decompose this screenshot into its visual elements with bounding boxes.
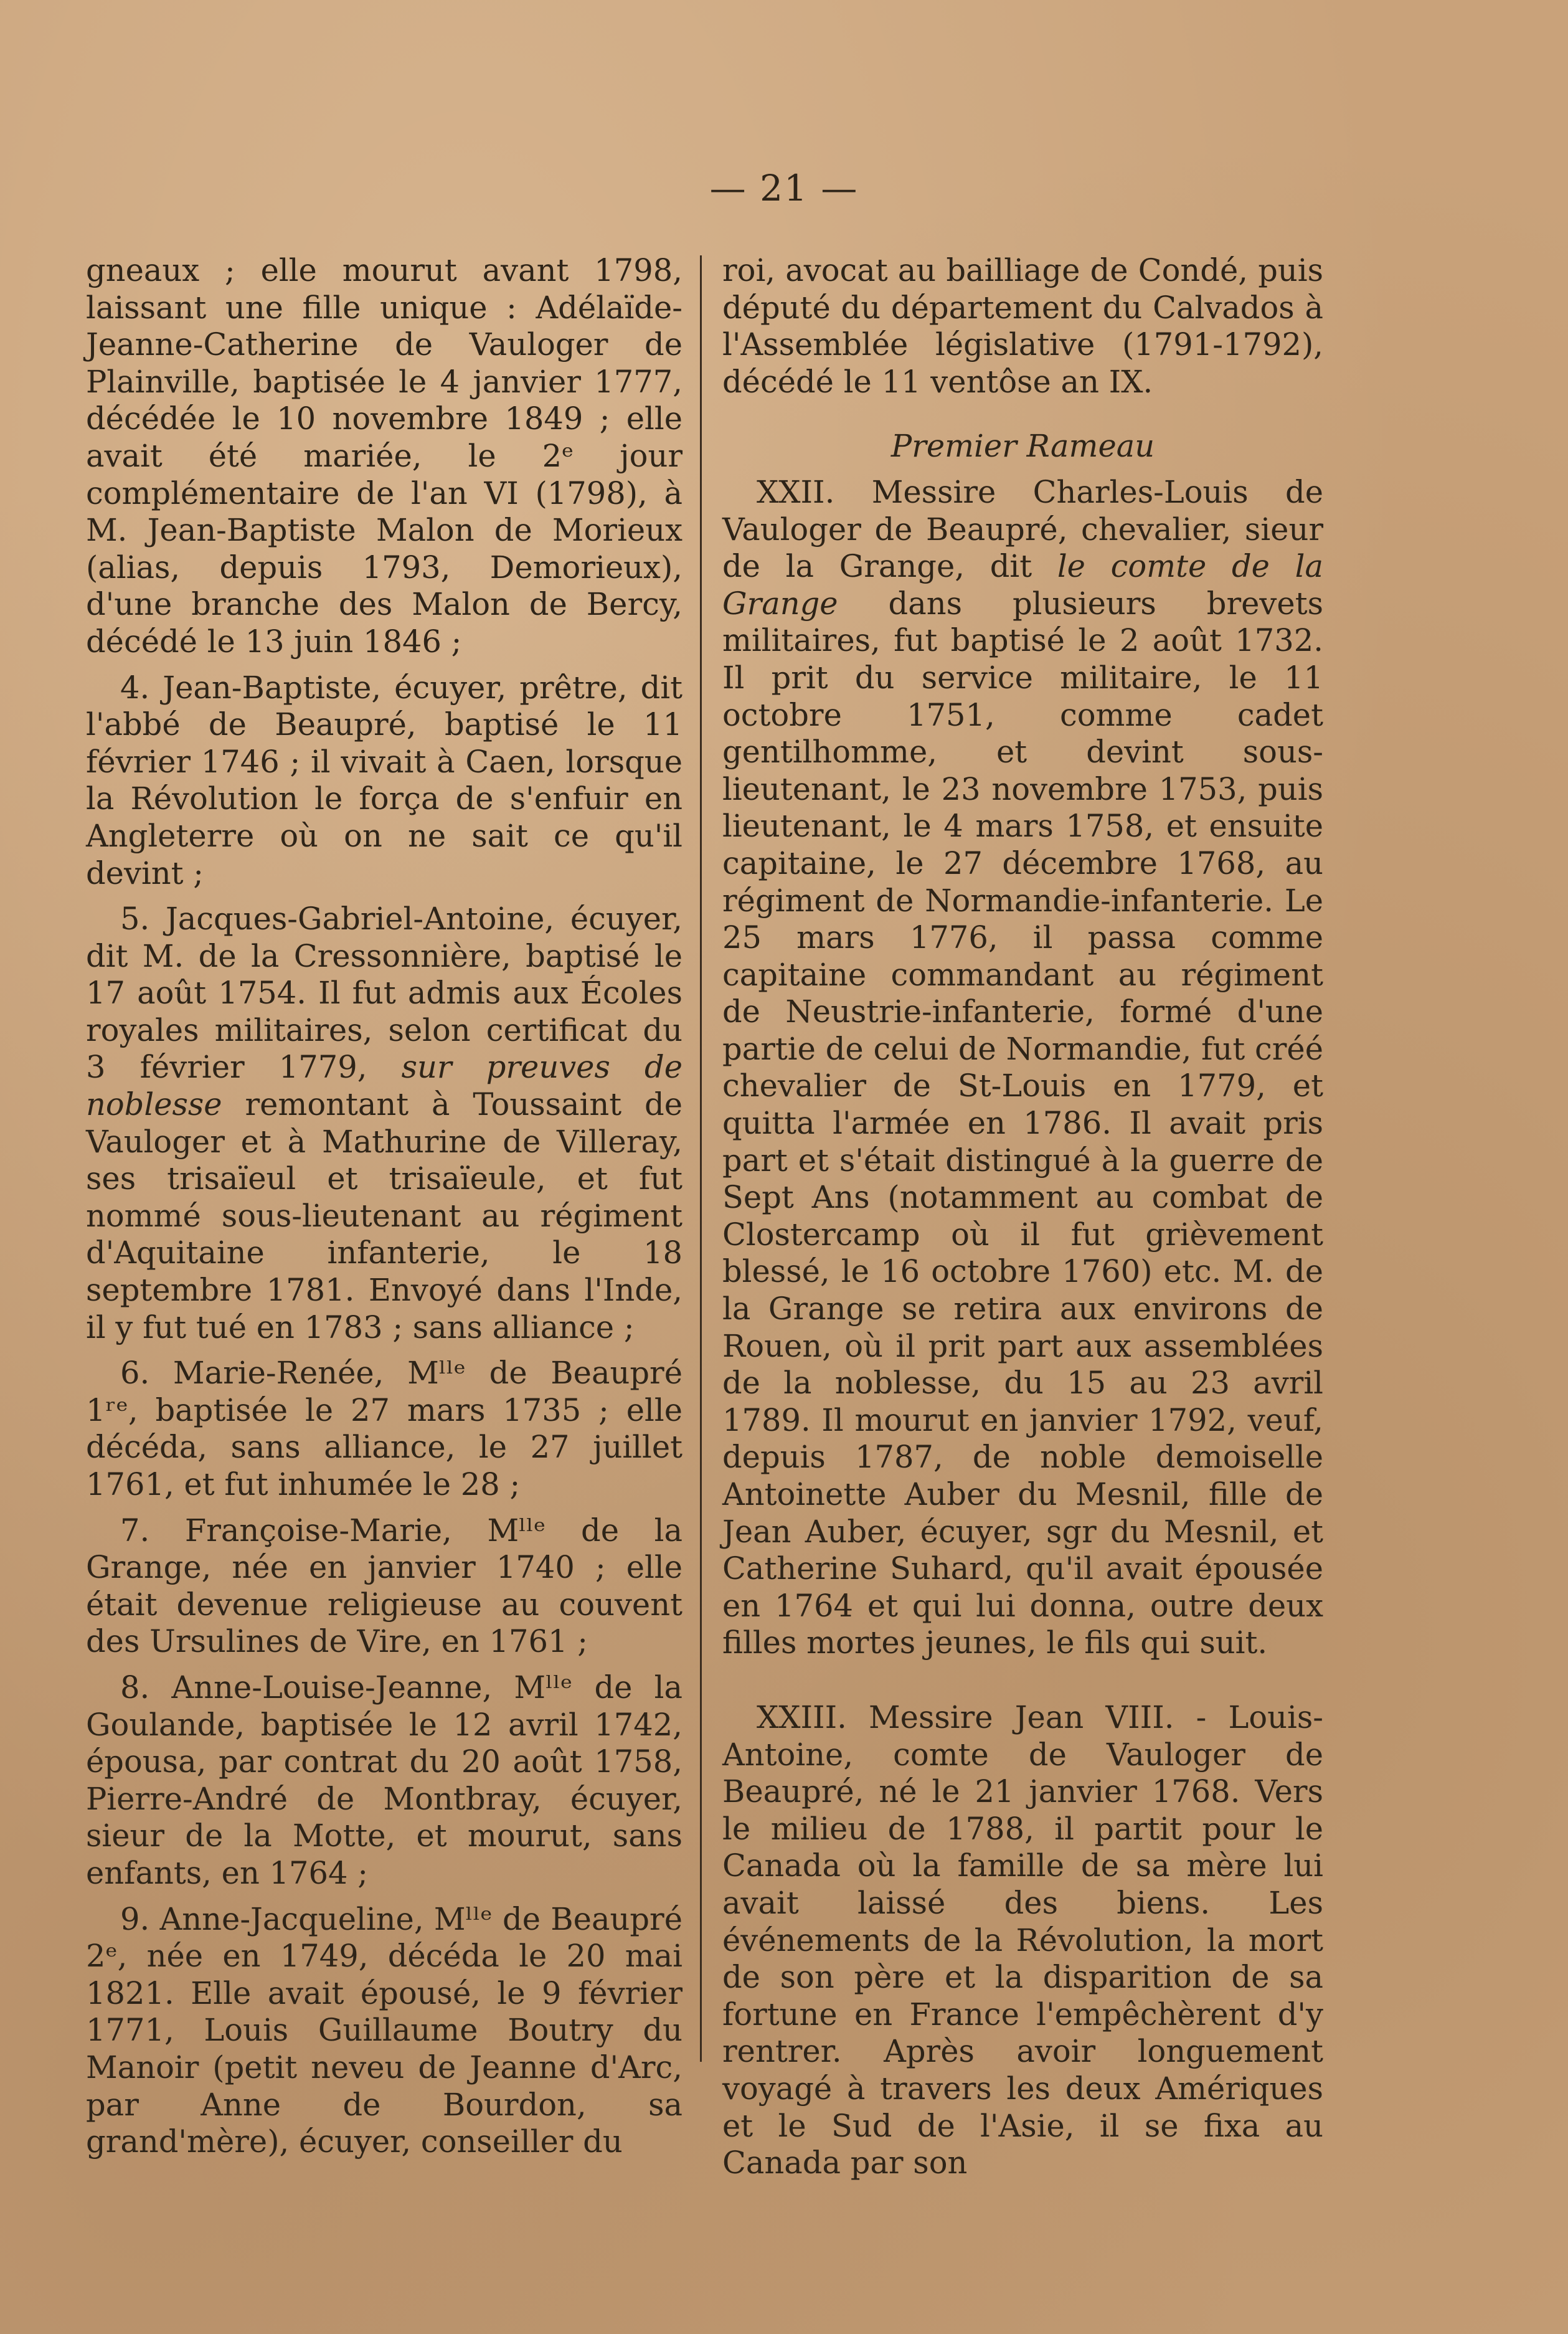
paragraph [86, 901, 682, 1346]
left-column [86, 252, 682, 2160]
paragraph: roi, avocat au bailliage de Condé, puis député du département du Calvados à l'Assemblée législative (1791-1792), décédé le 11 ventôse an IX. [722, 252, 1323, 400]
page-number: — 21 — [709, 167, 859, 209]
italic-text: le comte de la Grange [722, 548, 1324, 622]
text-run: remontant à Toussaint de Vauloger et à Mathurine de Villeray, ses trisaïeul et trisaïeule, et fut nommé sous-lieutenant au régiment d'Aquitaine infanterie, le 18 septembre 1781. Envoyé dans l'Inde, il y fut tué en 1783 ; sans alliance ; [86, 1086, 682, 1345]
paragraph: 7. Françoise-Marie, Mˡˡᵉ de la Grange, née en janvier 1740 ; elle était devenue religieuse au couvent des Ursulines de Vire, en 1761 ; [86, 1512, 682, 1660]
paragraph: 8. Anne-Louise-Jeanne, Mˡˡᵉ de la Goulande, baptisée le 12 avril 1742, épousa, par contrat du 20 août 1758, Pierre-André de Montbray, écuyer, sieur de la Motte, et mourut, sans enfants, en 1764 ; [86, 1669, 682, 1891]
column-divider [700, 255, 702, 2062]
text-run: XXII. Messire Charles-Louis de Vauloger de Beaupré, chevalier, sieur de la Grange, dit [722, 473, 1323, 585]
paragraph: 9. Anne-Jacqueline, Mˡˡᵉ de Beaupré 2ᵉ, née en 1749, décéda le 20 mai 1821. Elle avait épousé, le 9 février 1771, Louis Guillaume Boutry du Manoir (petit neveu de Jeanne d'Arc, par Anne de Bourdon, sa grand'mère), écuyer, conseiller du [86, 1900, 682, 2160]
paragraph [722, 474, 1323, 1662]
section-heading: Premier Rameau [890, 428, 1155, 465]
right-column [722, 252, 1324, 2181]
paragraph: 6. Marie-Renée, Mˡˡᵉ de Beaupré 1ʳᵉ, baptisée le 27 mars 1735 ; elle décéda, sans alliance, le 27 juillet 1761, et fut inhumée le 28 ; [86, 1355, 682, 1502]
text-run: 5. Jacques-Gabriel-Antoine, écuyer, dit M. de la Cressonnière, baptisé le 17 août 1754. Il fut admis aux Écoles royales militaires, selon certificat du 3 février 1779, [86, 901, 682, 1086]
italic-text: sur preuves de noblesse [86, 1049, 682, 1123]
text-run: dans plusieurs brevets militaires, fut baptisé le 2 août 1732. Il prit du service militaire, le 11 octobre 1751, comme cadet gentilhomme, et devint sous-lieutenant, le 23 novembre 1753, puis lieutenant, le 4 mars 1758, et ensuite capitaine, le 27 décembre 1768, au régiment de Normandie-infanterie. Le 25 mars 1776, il passa comme capitaine commandant au régiment de Neustrie-infanterie, formé d'une partie de celui de Normandie, fut créé chevalier de St-Louis en 1779, et quitta l'armée en 1786. Il avait pris part et s'était distingué à la guerre de Sept Ans (notamment au combat de Clostercamp où il fut grièvement blessé, le 16 octobre 1760) etc. M. de la Grange se retira aux environs de Rouen, où il prit part aux assemblées de la noblesse, du 15 au 23 avril 1789. Il mourut en janvier 1792, veuf, depuis 1787, de noble demoiselle Antoinette Auber du Mesnil, fille de Jean Auber, écuyer, sgr du Mesnil, et Catherine Suhard, qu'il avait épousée en 1764 et qui lui donna, outre deux filles mortes jeunes, le fils qui suit. [722, 585, 1323, 1661]
paragraph: XXIII. Messire Jean VIII. - Louis-Antoine, comte de Vauloger de Beaupré, né le 21 janvier 1768. Vers le milieu de 1788, il partit pour le Canada où la famille de sa mère lui avait laissé des biens. Les événements de la Révolution, la mort de son père et la disparition de sa fortune en France l'empêchèrent d'y rentrer. Après avoir longuement voyagé à travers les deux Amériques et le Sud de l'Asie, il se fixa au Canada par son [722, 1699, 1323, 2181]
paragraph: gneaux ; elle mourut avant 1798, laissant une fille unique : Adélaïde-Jeanne-Catherine de Vauloger de Plainville, baptisée le 4 janvier 1777, décédée le 10 novembre 1849 ; elle avait été mariée, le 2ᵉ jour complémentaire de l'an VI (1798), à M. Jean-Baptiste Malon de Morieux (alias, depuis 1793, Demorieux), d'une branche des Malon de Bercy, décédé le 13 juin 1846 ; [86, 252, 682, 660]
paragraph: 4. Jean-Baptiste, écuyer, prêtre, dit l'abbé de Beaupré, baptisé le 11 février 1746 ; il vivait à Caen, lorsque la Révolution le força de s'enfuir en Angleterre où on ne sait ce qu'il devint ; [86, 669, 682, 891]
